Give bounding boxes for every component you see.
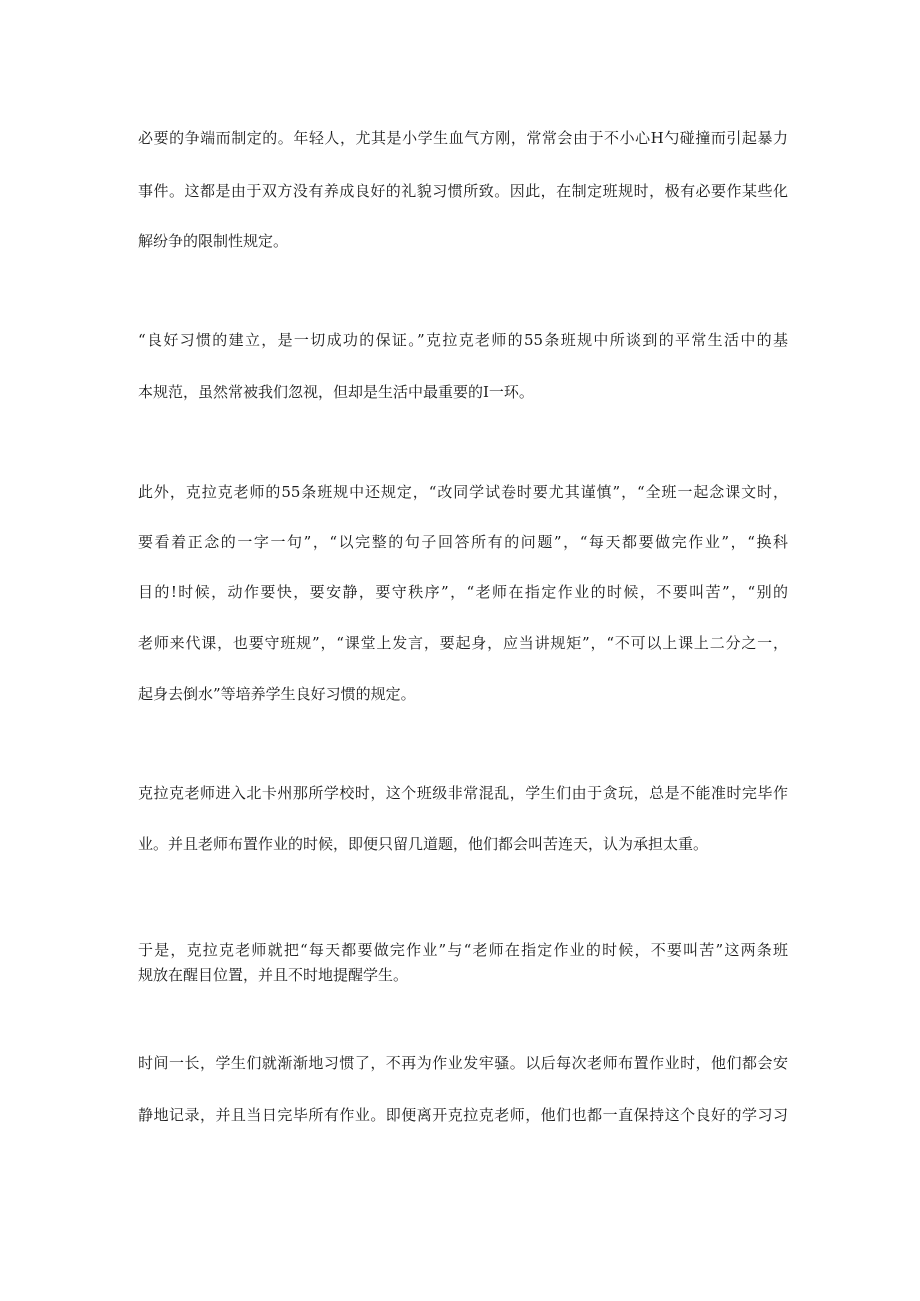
- paragraph-5-line-2: 规放在醒目位置，并且不时地提醒学生。: [138, 966, 409, 984]
- paragraph-1-line-3: 解纷争的限制性规定。: [138, 232, 289, 250]
- paragraph-3-line-2: 要看着正念的一字一句”，“以完整的句子回答所有的问题”，“每天都要做完作业”，“换科: [138, 533, 788, 551]
- paragraph-5-line-1: 于是，克拉克老师就把“每天都要做完作业”与“老师在指定作业的时候，不要叫苦”这两条班: [138, 941, 788, 959]
- paragraph-2-line-1: “良好习惯的建立，是一切成功的保证。”克拉克老师的55条班规中所谈到的平常生活中的基: [138, 331, 788, 349]
- paragraph-6-line-1: 时间一长，学生们就渐渐地习惯了，不再为作业发牢骚。以后每次老师布置作业时，他们都会安: [138, 1054, 788, 1072]
- paragraph-3-line-4: 老师来代课，也要守班规”，“课堂上发言，要起身，应当讲规矩”，“不可以上课上二分之一，: [138, 634, 788, 652]
- paragraph-3-line-3: 目的!时候，动作要快，要安静，要守秩序”，“老师在指定作业的时候，不要叫苦”，“别的: [138, 583, 788, 601]
- paragraph-4-line-2: 业。并且老师布置作业的时候，即便只留几道题，他们都会叫苦连天，认为承担太重。: [138, 835, 709, 853]
- paragraph-6-line-2: 静地记录，并且当日完毕所有作业。即便离开克拉克老师，他们也都一直保持这个良好的学习习: [138, 1106, 788, 1124]
- paragraph-2-line-2: 本规范，虽然常被我们忽视，但却是生活中最重要的I一环。: [138, 383, 534, 401]
- paragraph-3-line-5: 起身去倒水”等培养学生良好习惯的规定。: [138, 685, 416, 703]
- paragraph-1-line-2: 事件。这都是由于双方没有养成良好的礼貌习惯所致。因此，在制定班规时，极有必要作某些化: [138, 182, 788, 200]
- paragraph-1-line-1: 必要的争端而制定的。年轻人，尤其是小学生血气方刚，常常会由于不小心H勺碰撞而引起暴力: [138, 129, 788, 147]
- paragraph-4-line-1: 克拉克老师进入北卡州那所学校时，这个班级非常混乱，学生们由于贪玩，总是不能准时完毕作: [138, 784, 788, 802]
- paragraph-3-line-1: 此外，克拉克老师的55条班规中还规定，“改同学试卷时要尤其谨慎”，“全班一起念课文时，: [138, 483, 788, 501]
